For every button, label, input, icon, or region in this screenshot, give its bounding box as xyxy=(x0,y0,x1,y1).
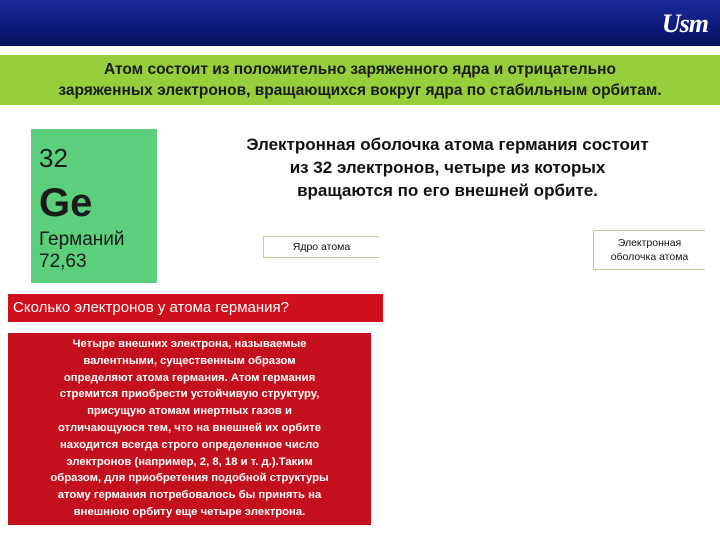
answer-line: атому германия потребовалось бы принять на xyxy=(57,489,322,502)
shell-label-line-2: оболочка атома xyxy=(610,251,689,263)
answer-line: определяют атома германия. Атом германия xyxy=(63,371,316,384)
answer-line: стремится приобрести устойчивую структуру, xyxy=(59,388,320,401)
element-tile xyxy=(31,129,157,283)
atomic-mass: 72,63 xyxy=(39,251,87,272)
nucleus-label: Ядро атома xyxy=(263,236,379,258)
atomic-number: 32 xyxy=(39,143,68,173)
shell-description-line-3: вращаются по его внешней орбите. xyxy=(297,181,598,200)
electron-shell-label xyxy=(593,230,705,270)
answer-line: Четыре внешних электрона, называемые xyxy=(72,338,307,350)
shell-description-line-2: из 32 электронов, четыре из которых xyxy=(289,158,606,177)
question-heading: Сколько электронов у атома германия? xyxy=(8,294,383,322)
answer-line: валентными, существенным образом xyxy=(83,354,296,367)
answer-line: внешнюю орбиту еще четыре электрона. xyxy=(73,505,306,518)
answer-line: электронов (например, 2, 8, 18 и т. д.).Таким xyxy=(66,455,313,468)
banner-line-2: заряженных электронов, вращающихся вокруг ядра по стабильным орбитам. xyxy=(58,82,662,99)
answer-line: отличающуюся тем, что на внешней их орбите xyxy=(57,421,322,434)
banner-line-1: Атом состоит из положительно заряженного ядра и отрицательно xyxy=(104,61,616,78)
shell-label-line-1: Электронная xyxy=(617,237,682,249)
intro-banner xyxy=(0,55,720,105)
shell-description-line-1: Электронная оболочка атома германия состоит xyxy=(246,135,649,154)
brand-logo: Usm xyxy=(661,9,708,38)
element-name: Германий xyxy=(39,229,125,250)
answer-line: присущую атомам инертных газов и xyxy=(87,405,292,418)
answer-line: находится всегда строго определенное число xyxy=(59,438,320,451)
answer-text-box xyxy=(8,333,371,525)
shell-description xyxy=(200,133,695,202)
answer-line: образом, для приобретения подобной структуры xyxy=(50,472,329,485)
header-bar xyxy=(0,0,720,46)
element-symbol: Ge xyxy=(39,181,93,225)
